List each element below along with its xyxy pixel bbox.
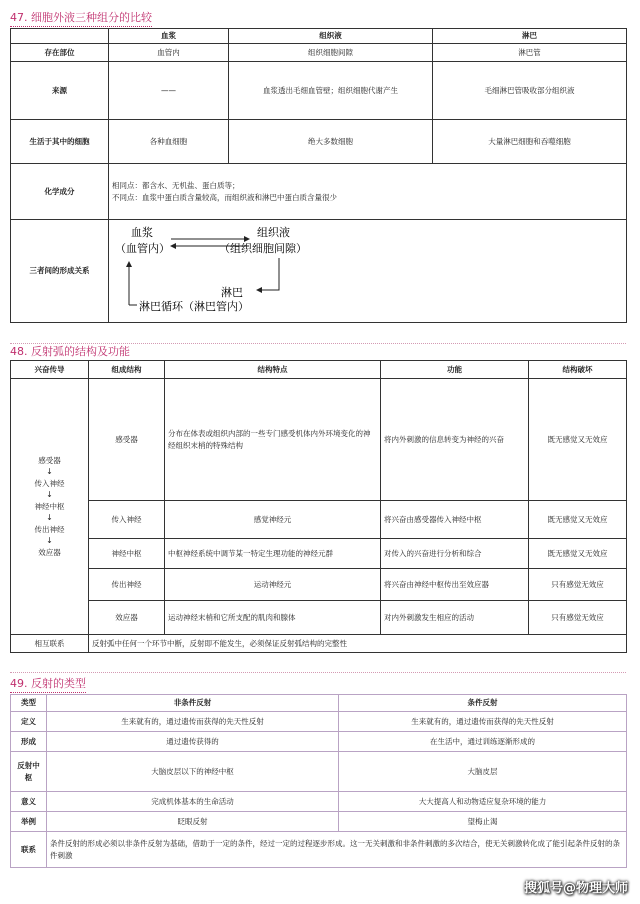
cell: 感受器: [89, 379, 165, 501]
conduction-flow: [11, 379, 89, 635]
cell: 运动神经元: [165, 569, 381, 601]
row-label-chemistry: 化学成分: [11, 164, 109, 220]
row-label-relationship: 三者间的形成关系: [11, 220, 109, 323]
cell: 既无感觉又无效应: [529, 539, 627, 569]
cell: 只有感觉无效应: [529, 601, 627, 635]
header-cell: [11, 29, 109, 44]
row-label-formation: 形成: [11, 732, 47, 752]
row-label-link: 相互联系: [11, 635, 89, 653]
cell: 完成机体基本的生命活动: [47, 792, 339, 812]
cell: 生来就有的，通过遗传而获得的先天性反射: [47, 712, 339, 732]
cell: 血管内: [109, 44, 229, 62]
plasma-label: 血浆: [131, 226, 153, 239]
cell: 分布在体表或组织内部的一些专门感受机体内外环境变化的神经组织末梢的特殊结构: [165, 379, 381, 501]
link-cell: 反射弧中任何一个环节中断，反射即不能发生，必须保证反射弧结构的完整性: [89, 635, 627, 653]
cell: 毛细淋巴管吸收部分组织液: [433, 62, 627, 120]
section-47-title: 47. 细胞外液三种组分的比较: [10, 11, 152, 24]
table-reflex-arc: [10, 360, 627, 653]
row-label-example: 举例: [11, 812, 47, 832]
cell: 中枢神经系统中调节某一特定生理功能的神经元群: [165, 539, 381, 569]
cell: 对内外刺激发生相应的活动: [381, 601, 529, 635]
down-arrow-icon: ↓: [46, 536, 53, 545]
down-arrow-icon: ↓: [46, 513, 53, 522]
header-function: 功能: [381, 361, 529, 379]
cell: 既无感觉又无效应: [529, 501, 627, 539]
flow-step: 传入神经: [34, 479, 65, 488]
header-damage: 结构破坏: [529, 361, 627, 379]
row-label-definition: 定义: [11, 712, 47, 732]
cell: 眨眼反射: [47, 812, 339, 832]
arrow-tissue-to-lymph: [257, 258, 279, 290]
section-49-title: 49. 反射的类型: [10, 677, 86, 690]
cell: 大量淋巴细胞和吞噬细胞: [433, 120, 627, 164]
header-structure: 组成结构: [89, 361, 165, 379]
lymph-label: 淋巴: [221, 286, 243, 299]
cell: 大大提高人和动物适应复杂环境的能力: [339, 792, 627, 812]
cell: 效应器: [89, 601, 165, 635]
header-tissue-fluid: 组织液: [229, 29, 433, 44]
cell: 淋巴管: [433, 44, 627, 62]
cell: 在生活中，通过训练逐渐形成的: [339, 732, 627, 752]
flow-step: 传出神经: [34, 525, 65, 534]
cell: 血浆透出毛细血管壁；组织细胞代谢产生: [229, 62, 433, 120]
cell: 大脑皮层以下的神经中枢: [47, 752, 339, 792]
chem-diff: 不同点：血浆中蛋白质含量较高，而组织液和淋巴中蛋白质含量很少: [112, 192, 337, 202]
cell: 神经中枢: [89, 539, 165, 569]
cell: 将兴奋由神经中枢传出至效应器: [381, 569, 529, 601]
header-unconditioned: 非条件反射: [47, 695, 339, 712]
cell: 绝大多数细胞: [229, 120, 433, 164]
cell: 将兴奋由感受器传入神经中枢: [381, 501, 529, 539]
cell: 各种血细胞: [109, 120, 229, 164]
header-type: 类型: [11, 695, 47, 712]
relationship-diagram-cell: [109, 220, 627, 323]
cell: 传入神经: [89, 501, 165, 539]
cell: 大脑皮层: [339, 752, 627, 792]
lymph-circulation: 淋巴循环（淋巴管内）: [139, 300, 249, 313]
plasma-location: （血管内）: [115, 242, 170, 255]
table-reflex-types: [10, 694, 627, 868]
chem-same: 相同点：都含水、无机盐、蛋白质等；: [112, 180, 240, 190]
header-conduction: 兴奋传导: [11, 361, 89, 379]
cell: 对传入的兴奋进行分析和综合: [381, 539, 529, 569]
tissue-fluid-location: （组织细胞间隙）: [219, 242, 307, 255]
flow-step: 感受器: [38, 456, 61, 465]
section-48-title: 48. 反射弧的结构及功能: [10, 345, 130, 358]
flow-step: 效应器: [38, 548, 61, 557]
relationship-diagram: [109, 220, 409, 318]
row-label-center: 反射中枢: [11, 752, 47, 792]
row-label-source: 来源: [11, 62, 109, 120]
cell: 运动神经末梢和它所支配的肌肉和腺体: [165, 601, 381, 635]
row-label-location: 存在部位: [11, 44, 109, 62]
row-label-significance: 意义: [11, 792, 47, 812]
down-arrow-icon: ↓: [46, 490, 53, 499]
cell: 只有感觉无效应: [529, 569, 627, 601]
cell: 既无感觉又无效应: [529, 379, 627, 501]
connection-cell: 条件反射的形成必须以非条件反射为基础，借助于一定的条件，经过一定的过程逐步形成。这一无关刺激和非条件刺激的多次结合，使无关刺激转化成了能引起条件反射的条件刺激: [47, 832, 627, 868]
header-conditioned: 条件反射: [339, 695, 627, 712]
header-plasma: 血浆: [109, 29, 229, 44]
divider: [10, 672, 626, 673]
chemistry-cell: [109, 164, 627, 220]
cell: 感觉神经元: [165, 501, 381, 539]
header-feature: 结构特点: [165, 361, 381, 379]
tissue-fluid-label: 组织液: [257, 226, 290, 239]
cell: ——: [109, 62, 229, 120]
cell: 生来就有的，通过遗传而获得的先天性反射: [339, 712, 627, 732]
cell: 组织细胞间隙: [229, 44, 433, 62]
cell: 将内外刺激的信息转变为神经的兴奋: [381, 379, 529, 501]
table-extracellular-fluid: [10, 28, 627, 323]
row-label-connection: 联系: [11, 832, 47, 868]
row-label-cells: 生活于其中的细胞: [11, 120, 109, 164]
cell: 望梅止渴: [339, 812, 627, 832]
header-lymph: 淋巴: [433, 29, 627, 44]
watermark: 搜狐号@物理大师: [523, 881, 628, 896]
flow-step: 神经中枢: [34, 502, 65, 511]
down-arrow-icon: ↓: [46, 467, 53, 476]
cell: 传出神经: [89, 569, 165, 601]
cell: 通过遗传获得的: [47, 732, 339, 752]
